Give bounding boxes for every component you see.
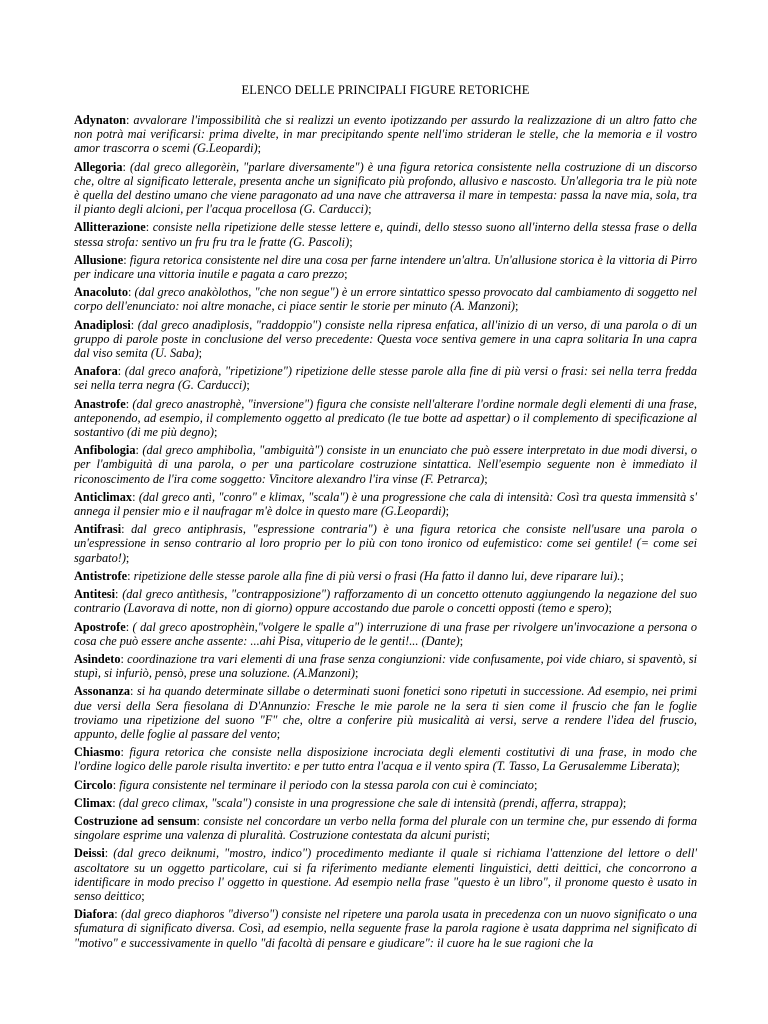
figure-entry [74,490,697,518]
figure-entry [74,652,697,680]
term-separator: : [117,364,125,379]
figure-entry [74,220,697,248]
term-separator: : [127,285,135,300]
figure-term: Diafora [74,907,115,922]
figure-definition: dal greco antiphrasis, "espressione contraria") è una figura retorica che consiste nell'usare una parola o un'espressione in senso contrario al loro proprio per lo più con tono ironico od eufemistico: come sei gentile! (= come sei sgarbato!) [74,522,697,565]
figure-definition: (dal greco anakòlothos, "che non segue") è un errore sintattico spesso provocato dal cambiamento di soggetto nel corpo dell'enunciato: noi altre monache, ci piace sentir le storie per minuto (A. Manzoni) [74,285,697,314]
entry-terminator: ; [349,234,353,249]
figure-definition: coordinazione tra vari elementi di una frase senza congiunzioni: vide confusamente, poi vide chiaro, si spaventò, si stupì, si infuriò, pensò, prese una soluzione. (A.Manzoni) [74,651,698,681]
figure-term: Chiasmo [74,745,121,760]
term-separator: : [120,745,130,760]
entry-terminator: ; [141,888,145,903]
figure-entry [74,160,697,217]
entry-terminator: ; [198,346,203,361]
figure-term: Anticlimax [74,489,133,504]
figure-term: Allitterazione [74,220,146,235]
figure-term: Circolo [74,777,113,792]
figure-entry [74,443,697,486]
entry-terminator: ; [486,828,490,843]
figure-term: Antistrofe [74,568,128,583]
term-separator: : [120,651,128,666]
entry-terminator: ; [533,777,538,792]
term-separator: : [125,113,134,127]
figure-entry [74,814,697,842]
figure-definition: figura retorica consistente nel dire una cosa per farne intendere un'altra. Un'allusione storica è la vittoria di Pirro per indicare una vittoria inutile e pagata a caro prezzo [74,252,697,282]
entry-terminator: ; [622,795,627,810]
term-separator: : [112,795,119,810]
term-separator: : [125,396,133,411]
figure-term: Anadiplosi [74,317,131,332]
figure-entry [74,285,697,313]
figure-term: Anacoluto [74,285,128,300]
figure-term: Asindeto [74,651,121,666]
term-separator: : [130,684,137,699]
entry-terminator: ; [620,568,624,583]
figures-list [74,113,697,950]
figure-term: Antifrasi [74,522,122,537]
figure-term: Adynaton [74,113,126,127]
figure-entry [74,397,697,440]
entry-terminator: ; [355,666,359,681]
figure-entry [74,522,697,565]
figure-definition: (dal greco climax, "scala") consiste in una progressione che sale di intensità (prendi, afferra, strappa) [118,795,623,810]
figure-term: Allusione [74,252,124,267]
figure-entry [74,684,697,741]
entry-terminator: ; [484,471,488,486]
figure-term: Climax [74,795,113,810]
figure-entry [74,364,697,392]
entry-terminator: ; [246,378,250,393]
entry-terminator: ; [344,267,348,282]
figure-definition: (dal greco antìthesis, "contrapposizione") rafforzamento di un concetto ottenuto aggiungendo la negazione del suo contrario (Lavorava di notte, non di giorno) oppure accostando due parole o concetti opposti (temo e spero) [74,587,697,616]
figure-term: Allegoria [74,159,123,174]
term-separator: : [132,489,139,504]
figure-definition: (dal greco amphibolìa, "ambiguità") consiste in un enunciato che può essere interpretato in due modi diversi, o per l'ambiguità di una parola, o per una particolare costruzione sintattica. Nell'esempio seguente non è immediato il riconoscimento de l'ira come soggetto: Vincitore alexandro l'ira vinse (F. Petrarca) [74,443,697,486]
figure-definition: (dal greco anaforà, "ripetizione") ripetizione delle stesse parole alla fine di più versi o frasi: sei nella terra fredda sei nella terra negra (G. Carducci) [74,364,697,393]
figure-entry [74,113,697,156]
figure-entry [74,907,697,950]
figure-entry [74,587,697,615]
term-separator: : [127,568,134,583]
figure-definition: figura consistente nel terminare il periodo con la stessa parola con cui è cominciato [119,777,534,792]
figure-definition: ( dal greco apostrophèin,"volgere le spalle a") interruzione di una frase per rivolgere un'invocazione a persona o cosa che può essere anche assente: ...ahi Pisa, vituperio de le genti!... (Dante) [74,619,697,648]
figure-term: Anafora [74,364,118,379]
figure-entry [74,318,697,361]
figure-term: Apostrofe [74,619,126,634]
figure-entry [74,620,697,648]
figure-definition: avvalorare l'impossibilità che si realizzi un evento ipotizzando per assurdo la realizzazione di un altro fatto che non potrà mai verificarsi: prima divelte, in mar precipitando spente nell'imo strideran le stelle, che la memoria e il vostro amor trascorra o scemi (G.Leopardi) [74,113,697,156]
entry-terminator: ; [214,425,218,440]
figure-definition: figura retorica che consiste nella disposizione incrociata degli elementi costitutivi di una frase, in modo che l'ordine logico delle parole risulta invertito: e per tutto entra l'acqua e il vento spira (T. Tasso, La Gerusalemme Liberata) [74,745,698,774]
term-separator: : [104,846,114,861]
figure-entry [74,745,697,773]
figure-definition: si ha quando determinate sillabe o determinati suoni fonetici sono ripetuti in successione. Ad esempio, nei primi due versi della Sera fiesolana di D'Annunzio: Fresche le mie parole ne la sera ti sien come il fruscio che fan le foglie troviamo una ripetizione del suono "F" che, oltre a conferire più musicalità ai versi, serve a rendere l'idea del fruscio, appunto, delle foglie al passare del vento [74,684,697,741]
figure-definition: ripetizione delle stesse parole alla fine di più versi o frasi (Ha fatto il danno lui, deve riparare lui). [133,568,621,583]
figure-definition: (dal greco anadìplosis, "raddoppio") consiste nella ripresa enfatica, all'inizio di un verso, di una parola o di un gruppo di parole poste in conclusione del verso precedente: Questa voce sentiva gemere in una capra solitaria In una capra dal viso semita (U. Saba) [74,317,697,361]
figure-term: Anastrofe [74,396,126,411]
figure-definition: (dal greco deiknumi, "mostro, indico") procedimento mediante il quale si richiama l'attenzione del lettore o dell' ascoltatore su un oggetto particolare, cui si fa riferimento mediante elementi linguistici, detti deittici, che concorrono a identificare in modo preciso l' oggetto in questione. Ad esempio nella frase "questo è un libro", il pronome questo è usato in senso deittico [74,846,697,903]
entry-terminator: ; [515,299,519,314]
figure-definition: (dal greco diaphoros "diverso") consiste nel ripetere una parola usata in precedenza con un nuovo significato o una sfumatura di significato diversa. Così, ad esempio, nella seguente frase la parola ragione è usata dapprima nel significato di "motivo" e successivamente in quello "di facoltà di pensare e giudicare": il cuore ha le sue ragioni che la [74,907,697,950]
term-separator: : [125,619,133,634]
term-separator: : [196,813,204,828]
figure-entry [74,796,697,810]
term-separator: : [112,777,120,792]
figure-definition: consiste nel concordare un verbo nella forma del plurale con un termine che, pur essendo di forma singolare esprime una valenza di pluralità. Costruzione contestata da alcuni puristi [74,813,697,843]
document-page [74,82,697,954]
term-separator: : [122,159,130,174]
entry-terminator: ; [608,601,612,616]
figure-term: Anfibologia [74,443,136,458]
figure-entry [74,846,697,903]
entry-terminator: ; [445,504,450,519]
entry-terminator: ; [676,759,680,774]
figure-definition: consiste nella ripetizione delle stesse lettere e, quindi, dello stesso suono all'interno della stessa frase o della stessa strofa: sentivo un fru fru tra le fratte (G. Pascoli) [74,220,697,249]
term-separator: : [121,522,132,537]
term-separator: : [115,587,123,602]
term-separator: : [123,252,130,267]
figure-entry [74,778,697,792]
term-separator: : [135,443,143,458]
entry-terminator: ; [459,633,464,648]
figure-entry [74,253,697,281]
figure-term: Costruzione ad sensum [74,813,197,828]
term-separator: : [130,317,138,332]
figure-term: Antitesi [74,587,115,602]
figure-entry [74,569,697,583]
figure-term: Deissi [74,846,105,861]
page-title: ELENCO DELLE PRINCIPALI FIGURE RETORICHE [241,83,530,97]
figure-term: Assonanza [74,684,131,699]
entry-terminator: ; [125,550,130,565]
term-separator: : [145,220,153,235]
entry-terminator: ; [257,141,262,156]
figure-definition: (dal greco allegorèin, "parlare diversamente") è una figura retorica consistente nella costruzione di un discorso che, oltre al significato letterale, presenta anche un significato più profondo, allusivo e nascosto. Un'allegoria tra le più note è quella del destino umano che viene paragonato ad una nave che attraversa il mare in tempesta: passa la nave mia, sola, tra il pianto degli alcioni, per l'acqua procellosa (G. Carducci) [74,159,697,217]
entry-terminator: ; [368,202,372,217]
figure-definition: (dal greco antì, "conro" e klimax, "scala") è una progressione che cala di intensità: Così tra questa immensità s' annega il pensier mio e il naufragar m'è dolce in questo mare (G.Leopardi) [74,489,697,519]
term-separator: : [114,907,122,922]
entry-terminator: ; [276,726,281,741]
figure-definition: (dal greco anastrophè, "inversione") figura che consiste nell'alterare l'ordine normale degli elementi di una frase, anteponendo, ad esempio, il complemento oggetto al predicato (le tue botte ad aspettar) o il complemento di specificazione al sostantivo (di me più degno) [74,396,698,440]
